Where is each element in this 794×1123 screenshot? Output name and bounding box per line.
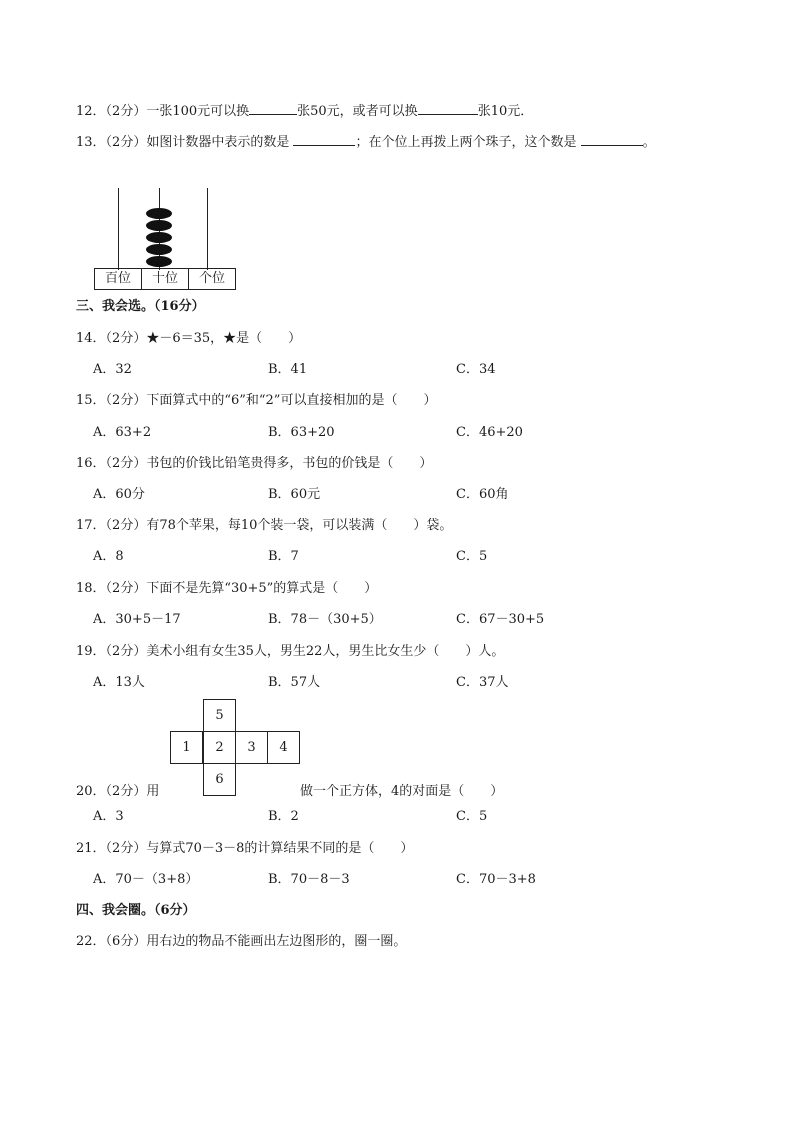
- option-c[interactable]: C．34: [456, 362, 496, 377]
- option-c[interactable]: C．5: [456, 809, 488, 824]
- answer-blank[interactable]: [293, 131, 355, 146]
- net-cell: 6: [203, 763, 236, 796]
- question-stem: 17．（2分）有78个苹果，每10个装一袋，可以装满（ ）袋。: [76, 518, 453, 533]
- q13-suffix: 。: [642, 135, 656, 150]
- place-label-hundreds: 百位: [95, 269, 142, 289]
- option-c[interactable]: C．60角: [456, 487, 509, 502]
- question-stem: 21．（2分）与算式70－3－8的计算结果不同的是（ ）: [76, 841, 414, 856]
- net-cell: 1: [170, 731, 203, 764]
- option-b[interactable]: B．63+20: [268, 425, 335, 440]
- option-b[interactable]: B．70－8－3: [268, 872, 350, 887]
- question-13: [76, 131, 656, 151]
- option-a[interactable]: A．70－（3+8）: [93, 872, 199, 887]
- abacus-figure: [94, 188, 236, 290]
- q12-prefix: 12．（2分）一张100元可以换: [76, 104, 250, 119]
- answer-blank[interactable]: [581, 131, 643, 146]
- abacus-place-labels: [94, 268, 236, 290]
- place-label-tens: 十位: [142, 269, 189, 289]
- abacus-bead: [146, 220, 172, 231]
- section-title: 三、我会选。（16分）: [76, 299, 205, 314]
- question-stem-suffix: 做一个正方体，4的对面是（ ）: [300, 784, 504, 799]
- q12-suffix: 张10元．: [477, 104, 534, 119]
- question-stem: 16．（2分）书包的价钱比铅笔贵得多，书包的价钱是（ ）: [76, 456, 433, 471]
- option-a[interactable]: A．8: [93, 549, 124, 564]
- hundreds-rod: [118, 188, 119, 270]
- abacus-bead: [146, 208, 172, 219]
- q12-middle: 张50元，或者可以换: [297, 104, 418, 119]
- question-stem-prefix: 20．（2分）用: [76, 784, 160, 799]
- option-b[interactable]: B．2: [268, 809, 299, 824]
- option-b[interactable]: B．7: [268, 549, 299, 564]
- option-a[interactable]: A．30+5－17: [93, 612, 181, 627]
- q13-middle: ；在个位上再拨上两个珠子，这个数是: [355, 135, 577, 150]
- net-cell: 3: [235, 731, 268, 764]
- ones-rod: [207, 188, 208, 270]
- option-b[interactable]: B．41: [268, 362, 308, 377]
- net-cell: 2: [203, 731, 236, 764]
- question-12: [76, 100, 533, 120]
- answer-blank[interactable]: [249, 100, 297, 115]
- net-cell: 4: [267, 731, 300, 764]
- option-a[interactable]: A．32: [93, 362, 132, 377]
- q13-prefix: 13．（2分）如图计数器中表示的数是: [76, 135, 290, 150]
- answer-blank[interactable]: [418, 100, 478, 115]
- option-a[interactable]: A．60分: [93, 487, 145, 502]
- option-c[interactable]: C．70－3+8: [456, 872, 536, 887]
- option-b[interactable]: B．57人: [268, 675, 321, 690]
- option-a[interactable]: A．3: [93, 809, 124, 824]
- place-label-ones: 个位: [198, 271, 225, 286]
- section-title: 四、我会圈。（6分）: [76, 903, 196, 918]
- option-c[interactable]: C．67－30+5: [456, 612, 545, 627]
- abacus-bead: [146, 232, 172, 243]
- option-c[interactable]: C．46+20: [456, 425, 523, 440]
- question-stem: 15．（2分）下面算式中的“6”和“2”可以直接相加的是（ ）: [76, 393, 437, 408]
- net-cell: 5: [203, 699, 236, 732]
- option-b[interactable]: B．60元: [268, 487, 321, 502]
- abacus-bead: [146, 256, 172, 267]
- question-stem: 19．（2分）美术小组有女生35人，男生22人，男生比女生少（ ）人。: [76, 644, 505, 659]
- question-stem: 18．（2分）下面不是先算“30+5”的算式是（ ）: [76, 581, 378, 596]
- option-a[interactable]: A．13人: [93, 675, 145, 690]
- option-a[interactable]: A．63+2: [93, 425, 152, 440]
- question-stem: 14．（2分）★－6＝35，★是（ ）: [76, 331, 302, 346]
- question-stem: 22．（6分）用右边的物品不能画出左边图形的，圈一圈。: [76, 934, 407, 949]
- option-c[interactable]: C．5: [456, 549, 488, 564]
- option-b[interactable]: B．78－（30+5）: [268, 612, 382, 627]
- option-c[interactable]: C．37人: [456, 675, 509, 690]
- abacus-bead: [146, 244, 172, 255]
